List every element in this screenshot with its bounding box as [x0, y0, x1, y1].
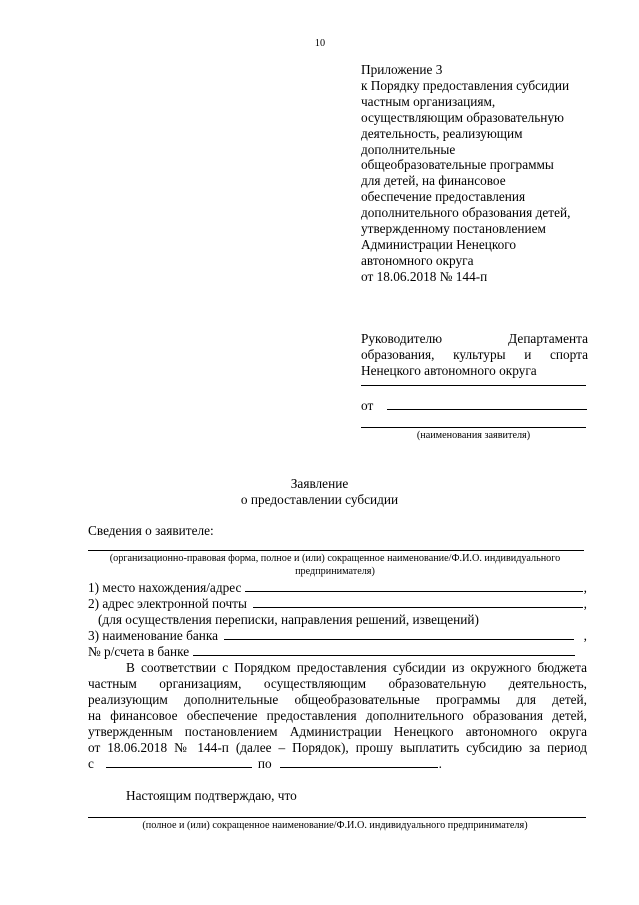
appendix-line: к Порядку предоставления субсидии [361, 77, 570, 93]
appendix-line: деятельность, реализующим [361, 125, 523, 141]
appendix-line: дополнительного образования детей, [361, 205, 571, 221]
period-from-blank[interactable] [106, 757, 252, 768]
confirm-text: Настоящим подтверждаю, что [126, 788, 297, 803]
paragraph-line-2: частным организациям, осуществляющим образовательную деятельность, [88, 676, 587, 691]
confirm-caption: (полное и (или) сокращенное наименование/Ф.И.О. индивидуального предпринимателя) [142, 820, 528, 831]
email-blank[interactable] [253, 597, 583, 608]
period-from-label: с [88, 756, 94, 771]
address-row [88, 580, 587, 596]
addressee-blank-2[interactable] [361, 427, 586, 428]
appendix-line: утвержденному постановлением [361, 221, 546, 237]
applicant-heading: Сведения о заявителе: [88, 523, 214, 538]
period-row [88, 756, 448, 772]
bank-row [88, 628, 587, 644]
addressee-line-3: Ненецкого автономного округа [361, 362, 537, 378]
confirm-name-blank[interactable] [88, 817, 586, 818]
paragraph-line-6: от 18.06.2018 № 144-п (далее – Порядок), прошу выплатить субсидию за период [88, 740, 587, 755]
account-label: № р/счета в банке [88, 644, 190, 659]
appendix-line: частным организациям, [361, 93, 496, 109]
appendix-block [361, 62, 601, 285]
applicant-name-blank[interactable] [88, 550, 584, 551]
bank-label: 3) наименование банка [88, 628, 219, 643]
paragraph-line-1: В соответствии с Порядком предоставления субсидии из окружного бюджета [126, 660, 587, 675]
page-number: 10 [314, 38, 326, 49]
applicant-name-caption: (наименования заявителя) [416, 430, 531, 441]
email-label: 2) адрес электронной почты [88, 596, 247, 611]
address-label: 1) место нахождения/адрес [88, 580, 242, 595]
document-subtitle: о предоставлении субсидии [240, 492, 399, 507]
account-blank[interactable] [193, 645, 575, 656]
period-end-dot: . [438, 756, 442, 771]
bank-blank[interactable] [224, 629, 574, 640]
appendix-line: Приложение 3 [361, 62, 443, 77]
bank-comma: , [583, 628, 587, 643]
from-blank[interactable] [387, 399, 587, 410]
from-label: от [361, 398, 374, 413]
appendix-line: от 18.06.2018 № 144-п [361, 268, 488, 284]
appendix-line: Администрации Ненецкого [361, 236, 517, 252]
address-comma: , [583, 580, 587, 595]
address-blank[interactable] [245, 581, 582, 592]
addressee-line-2: образования, культуры и спорта [361, 346, 588, 362]
document-title: Заявление [290, 476, 349, 491]
paragraph-line-4: на финансовое обеспечение предоставления дополнительного образования детей, [88, 708, 587, 723]
paragraph-line-3: реализующим дополнительные общеобразовательные программы для детей, [88, 692, 587, 707]
addressee-block [361, 331, 588, 379]
appendix-line: для детей, на финансовое [361, 173, 506, 189]
appendix-line: осуществляющим образовательную [361, 109, 564, 125]
email-row [88, 596, 587, 612]
paragraph-line-5: утвержденным постановлением Администрации Ненецкого автономного округа [88, 724, 587, 739]
appendix-line: дополнительные [361, 141, 456, 157]
period-to-blank[interactable] [280, 757, 438, 768]
applicant-caption-line-1: (организационно-правовая форма, полное и (или) сокращенное наименование/Ф.И.О. индивидуального [109, 553, 561, 564]
addressee-blank-1[interactable] [361, 385, 586, 386]
period-to-label: по [257, 756, 272, 771]
appendix-line: общеобразовательные программы [361, 157, 554, 173]
applicant-caption-line-2: предпринимателя) [295, 566, 375, 577]
email-comma: , [583, 596, 587, 611]
appendix-line: обеспечение предоставления [361, 189, 526, 205]
email-note: (для осуществления переписки, направления решений, извещений) [98, 612, 479, 627]
appendix-line: автономного округа [361, 252, 474, 268]
account-row [88, 644, 587, 660]
from-row [361, 398, 588, 414]
addressee-line-1: Руководителю Департамента [361, 331, 588, 346]
